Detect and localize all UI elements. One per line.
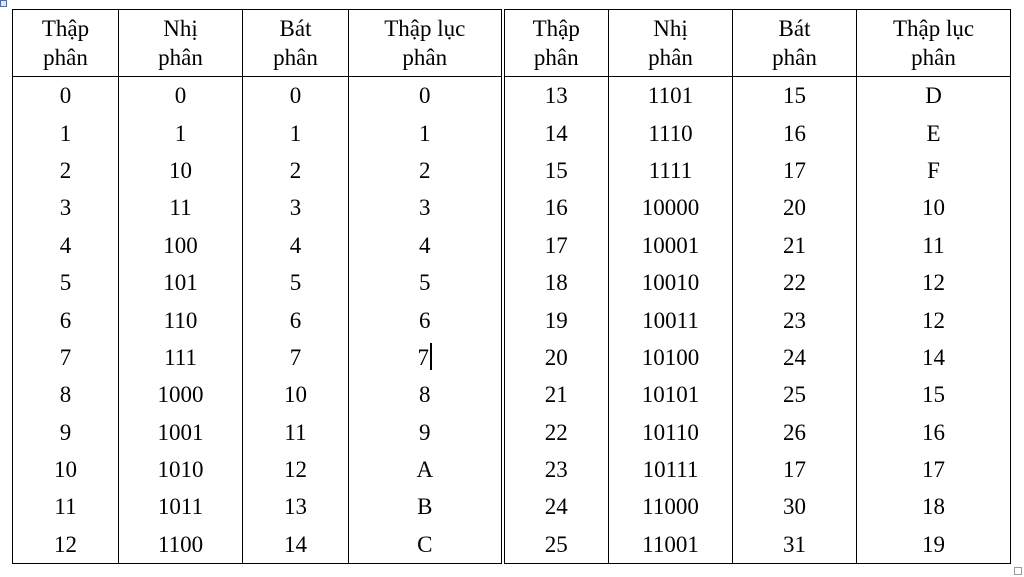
cell-value: 4 [59,232,72,258]
column-header [503,10,609,77]
cell-value: 3 [59,195,72,221]
table-cell [13,451,119,488]
table-cell [349,488,503,525]
table-cell [119,227,243,264]
cell-value: 22 [544,419,568,445]
table-cell [119,414,243,451]
table-cell [13,488,119,525]
table-cell [119,376,243,413]
column-header [119,10,243,77]
cell-value: 14 [544,120,568,146]
cell-value: 3 [289,195,302,221]
cell-value: 6 [419,307,431,333]
cell-value: 7 [289,344,302,370]
cell-value: 17 [783,457,806,483]
cell-value: 5 [59,270,72,296]
table-cell [609,414,733,451]
number-conversion-table [12,9,1011,564]
cell-value: 17 [783,157,806,183]
table-cell [733,526,857,564]
table-cell [857,526,1011,564]
cell-value: 9 [419,419,431,445]
cell-value: 4 [419,232,431,258]
table-cell [243,414,349,451]
cell-value: 6 [59,307,72,333]
column-header [609,10,733,77]
cell-value: 12 [922,307,945,333]
table-cell [119,451,243,488]
cell-value: F [927,157,940,183]
column-header [243,10,349,77]
table-cell [733,227,857,264]
cell-value: 10111 [642,457,699,483]
table-move-handle[interactable] [0,0,7,7]
table-cell [13,152,119,189]
cell-value: 101 [163,270,198,296]
table-cell [349,339,503,376]
table-cell [857,189,1011,226]
cell-value: 14 [922,344,945,370]
cell-value: 5 [419,270,431,296]
cell-value: 12 [922,270,945,296]
cell-value: 15 [544,157,568,183]
cell-value: 0 [289,83,302,109]
table-cell [609,227,733,264]
table-cell [503,488,609,525]
cell-value: 111 [164,344,197,370]
cell-value: 13 [284,494,307,520]
column-header [13,10,119,77]
cell-value: 23 [544,457,568,483]
table-cell [857,451,1011,488]
table-cell [609,451,733,488]
cell-value: 10000 [641,195,700,221]
cell-value: 30 [783,494,806,520]
table-cell [733,488,857,525]
table-row [13,189,1011,226]
table-cell [13,526,119,564]
cell-value: 11 [54,494,77,520]
table-cell [503,77,609,115]
table-cell [733,77,857,115]
table-cell [13,227,119,264]
table-row [13,227,1011,264]
column-header-line: Bát [279,16,312,41]
column-header-line: Thập lục [384,16,466,41]
table-cell [857,339,1011,376]
table-cell [119,301,243,338]
table-cell [243,264,349,301]
table-cell [119,488,243,525]
table-cell [857,301,1011,338]
cell-value: 12 [284,457,307,483]
cell-value: 1 [174,120,187,146]
table-cell [609,488,733,525]
table-cell [119,526,243,564]
table-cell [243,114,349,151]
table-cell [119,339,243,376]
cell-value: 16 [783,120,806,146]
cell-value: 10001 [641,232,700,258]
table-row [13,152,1011,189]
cell-value: 1 [59,120,72,146]
cell-value: 20 [544,344,568,370]
column-header-line: phân [43,45,88,70]
table-cell [503,227,609,264]
cell-value: 15 [783,83,806,109]
table-cell [349,451,503,488]
cell-value: 10100 [641,344,700,370]
cell-value: 100 [163,232,198,258]
table-cell [243,488,349,525]
cell-value: 1 [289,120,302,146]
column-header-line: phân [158,45,203,70]
table-cell [119,152,243,189]
table-cell [733,301,857,338]
column-header-line: phân [648,45,693,70]
table-cell [503,152,609,189]
cell-value: 1111 [648,157,693,183]
column-header-line: phân [533,45,579,70]
cell-value: 6 [289,307,302,333]
table-cell [243,301,349,338]
cell-value: 3 [419,195,431,221]
cell-value: 1011 [157,494,204,520]
table-cell [733,189,857,226]
cell-value: 0 [174,83,187,109]
cell-value: 31 [783,531,806,557]
table-cell [609,77,733,115]
table-resize-handle[interactable] [1014,567,1022,575]
column-header [733,10,857,77]
table-cell [857,414,1011,451]
cell-value: 10011 [642,307,699,333]
cell-value: 22 [783,270,806,296]
table-cell [609,114,733,151]
table-cell [609,264,733,301]
column-header [857,10,1011,77]
cell-value: 2 [59,157,72,183]
table-cell [609,376,733,413]
table-cell [733,152,857,189]
cell-value: 110 [163,307,198,333]
cell-value: 16 [922,419,945,445]
table-cell [119,264,243,301]
table-row [13,451,1011,488]
table-cell [243,451,349,488]
table-cell [503,451,609,488]
column-header-line: Nhị [163,16,198,41]
table-cell [503,301,609,338]
table-cell [857,152,1011,189]
table-cell [13,339,119,376]
table-cell [503,414,609,451]
cell-value: 0 [419,83,431,109]
cell-value: 12 [54,531,77,557]
text-cursor [430,343,432,370]
table-row [13,376,1011,413]
cell-value: 11 [284,419,307,445]
table-cell [349,77,503,115]
table-cell [733,414,857,451]
table-cell [243,526,349,564]
table-cell [119,189,243,226]
cell-value: 20 [783,195,806,221]
table-cell [733,339,857,376]
column-header-line: Bát [778,16,811,41]
table-row [13,526,1011,564]
column-header-line: phân [772,45,817,70]
table-cell [733,451,857,488]
table-row [13,77,1011,115]
table-cell [857,264,1011,301]
table-cell [119,114,243,151]
cell-value: 10 [922,195,945,221]
table-cell [349,264,503,301]
column-header-line: phân [911,45,956,70]
table-cell [243,339,349,376]
table-cell [349,189,503,226]
cell-value: 2 [419,157,431,183]
cell-value: 5 [289,270,302,296]
column-header-line: phân [273,45,318,70]
cell-value: 1101 [647,83,694,109]
table-row [13,264,1011,301]
cell-value: E [926,120,941,146]
cell-value: 1110 [648,120,693,146]
table-row [13,488,1011,525]
cell-value: 21 [783,232,806,258]
cell-value: 9 [59,419,72,445]
table-row [13,114,1011,151]
table-cell [243,77,349,115]
cell-value: 19 [922,531,945,557]
column-header-line: phân [402,45,448,70]
cell-value: 8 [419,382,431,408]
cell-value: 4 [289,232,302,258]
table-cell [13,414,119,451]
cell-value: 10101 [641,382,700,408]
column-header [349,10,503,77]
table-cell [857,114,1011,151]
cell-value: 11001 [642,531,699,557]
table-cell [13,189,119,226]
table-body [13,77,1011,564]
cell-value: C [417,531,433,557]
cell-value: B [417,494,433,520]
column-header-line: Nhị [653,16,688,41]
cell-value: 11 [169,195,192,221]
table-cell [349,114,503,151]
cell-value: 13 [544,83,568,109]
cell-value: 18 [544,270,568,296]
table-row [13,339,1011,376]
cell-value: 16 [544,195,568,221]
cell-value: 26 [783,419,806,445]
cell-value: 11 [922,232,945,258]
table-cell [733,114,857,151]
table-cell [733,264,857,301]
table-cell [349,301,503,338]
table-cell [857,376,1011,413]
table-cell [609,301,733,338]
table-cell [503,339,609,376]
cell-value: 1100 [157,531,204,557]
cell-value: 17 [922,457,945,483]
cell-value: A [416,457,434,483]
table-cell [857,227,1011,264]
table-cell [349,414,503,451]
table-cell [609,526,733,564]
cell-value: 10110 [642,419,699,445]
table-cell [13,264,119,301]
table-cell [119,77,243,115]
table-cell [503,376,609,413]
cell-value: 23 [783,307,806,333]
table-cell [349,376,503,413]
cell-value: D [925,83,942,109]
table-cell [243,152,349,189]
table-cell [13,77,119,115]
table-cell [243,227,349,264]
cell-value: 17 [544,232,568,258]
cell-value: 0 [59,83,72,109]
table-cell [609,339,733,376]
table-cell [349,152,503,189]
table-row [13,414,1011,451]
column-header-line: Thập [532,16,580,41]
cell-value: 15 [922,382,945,408]
table-cell [503,114,609,151]
cell-value: 11000 [642,494,699,520]
table-cell [243,189,349,226]
table-cell [349,227,503,264]
table-cell [733,376,857,413]
table-cell [503,189,609,226]
table-row [13,301,1011,338]
table-cell [349,526,503,564]
table-cell [243,376,349,413]
cell-value: 8 [59,382,72,408]
cell-value: 25 [783,382,806,408]
cell-value: 10 [169,157,192,183]
cell-value: 19 [544,307,568,333]
cell-value: 7 [59,344,72,370]
cell-value: 25 [544,531,568,557]
table-cell [857,488,1011,525]
table-cell [857,77,1011,115]
cell-value: 2 [289,157,302,183]
table-cell [609,152,733,189]
table-cell [503,264,609,301]
cell-value: 21 [544,382,568,408]
cell-value: 1000 [157,382,204,408]
cell-value: 10 [284,382,307,408]
table-cell [13,376,119,413]
cell-value: 7 [417,344,429,370]
table-cell [13,301,119,338]
cell-value: 10 [54,457,77,483]
column-header-line: Thập [41,16,90,41]
header-row [13,10,1011,77]
table-cell [503,526,609,564]
table-cell [13,114,119,151]
table-header [13,10,1011,77]
cell-value: 14 [284,531,307,557]
cell-value: 1010 [157,457,204,483]
cell-value: 18 [922,494,945,520]
cell-value: 1001 [157,419,204,445]
cell-value: 24 [783,344,806,370]
cell-value: 1 [419,120,431,146]
cell-value: 10010 [641,270,700,296]
cell-value: 24 [544,494,568,520]
table-cell [609,189,733,226]
column-header-line: Thập lục [892,16,975,41]
